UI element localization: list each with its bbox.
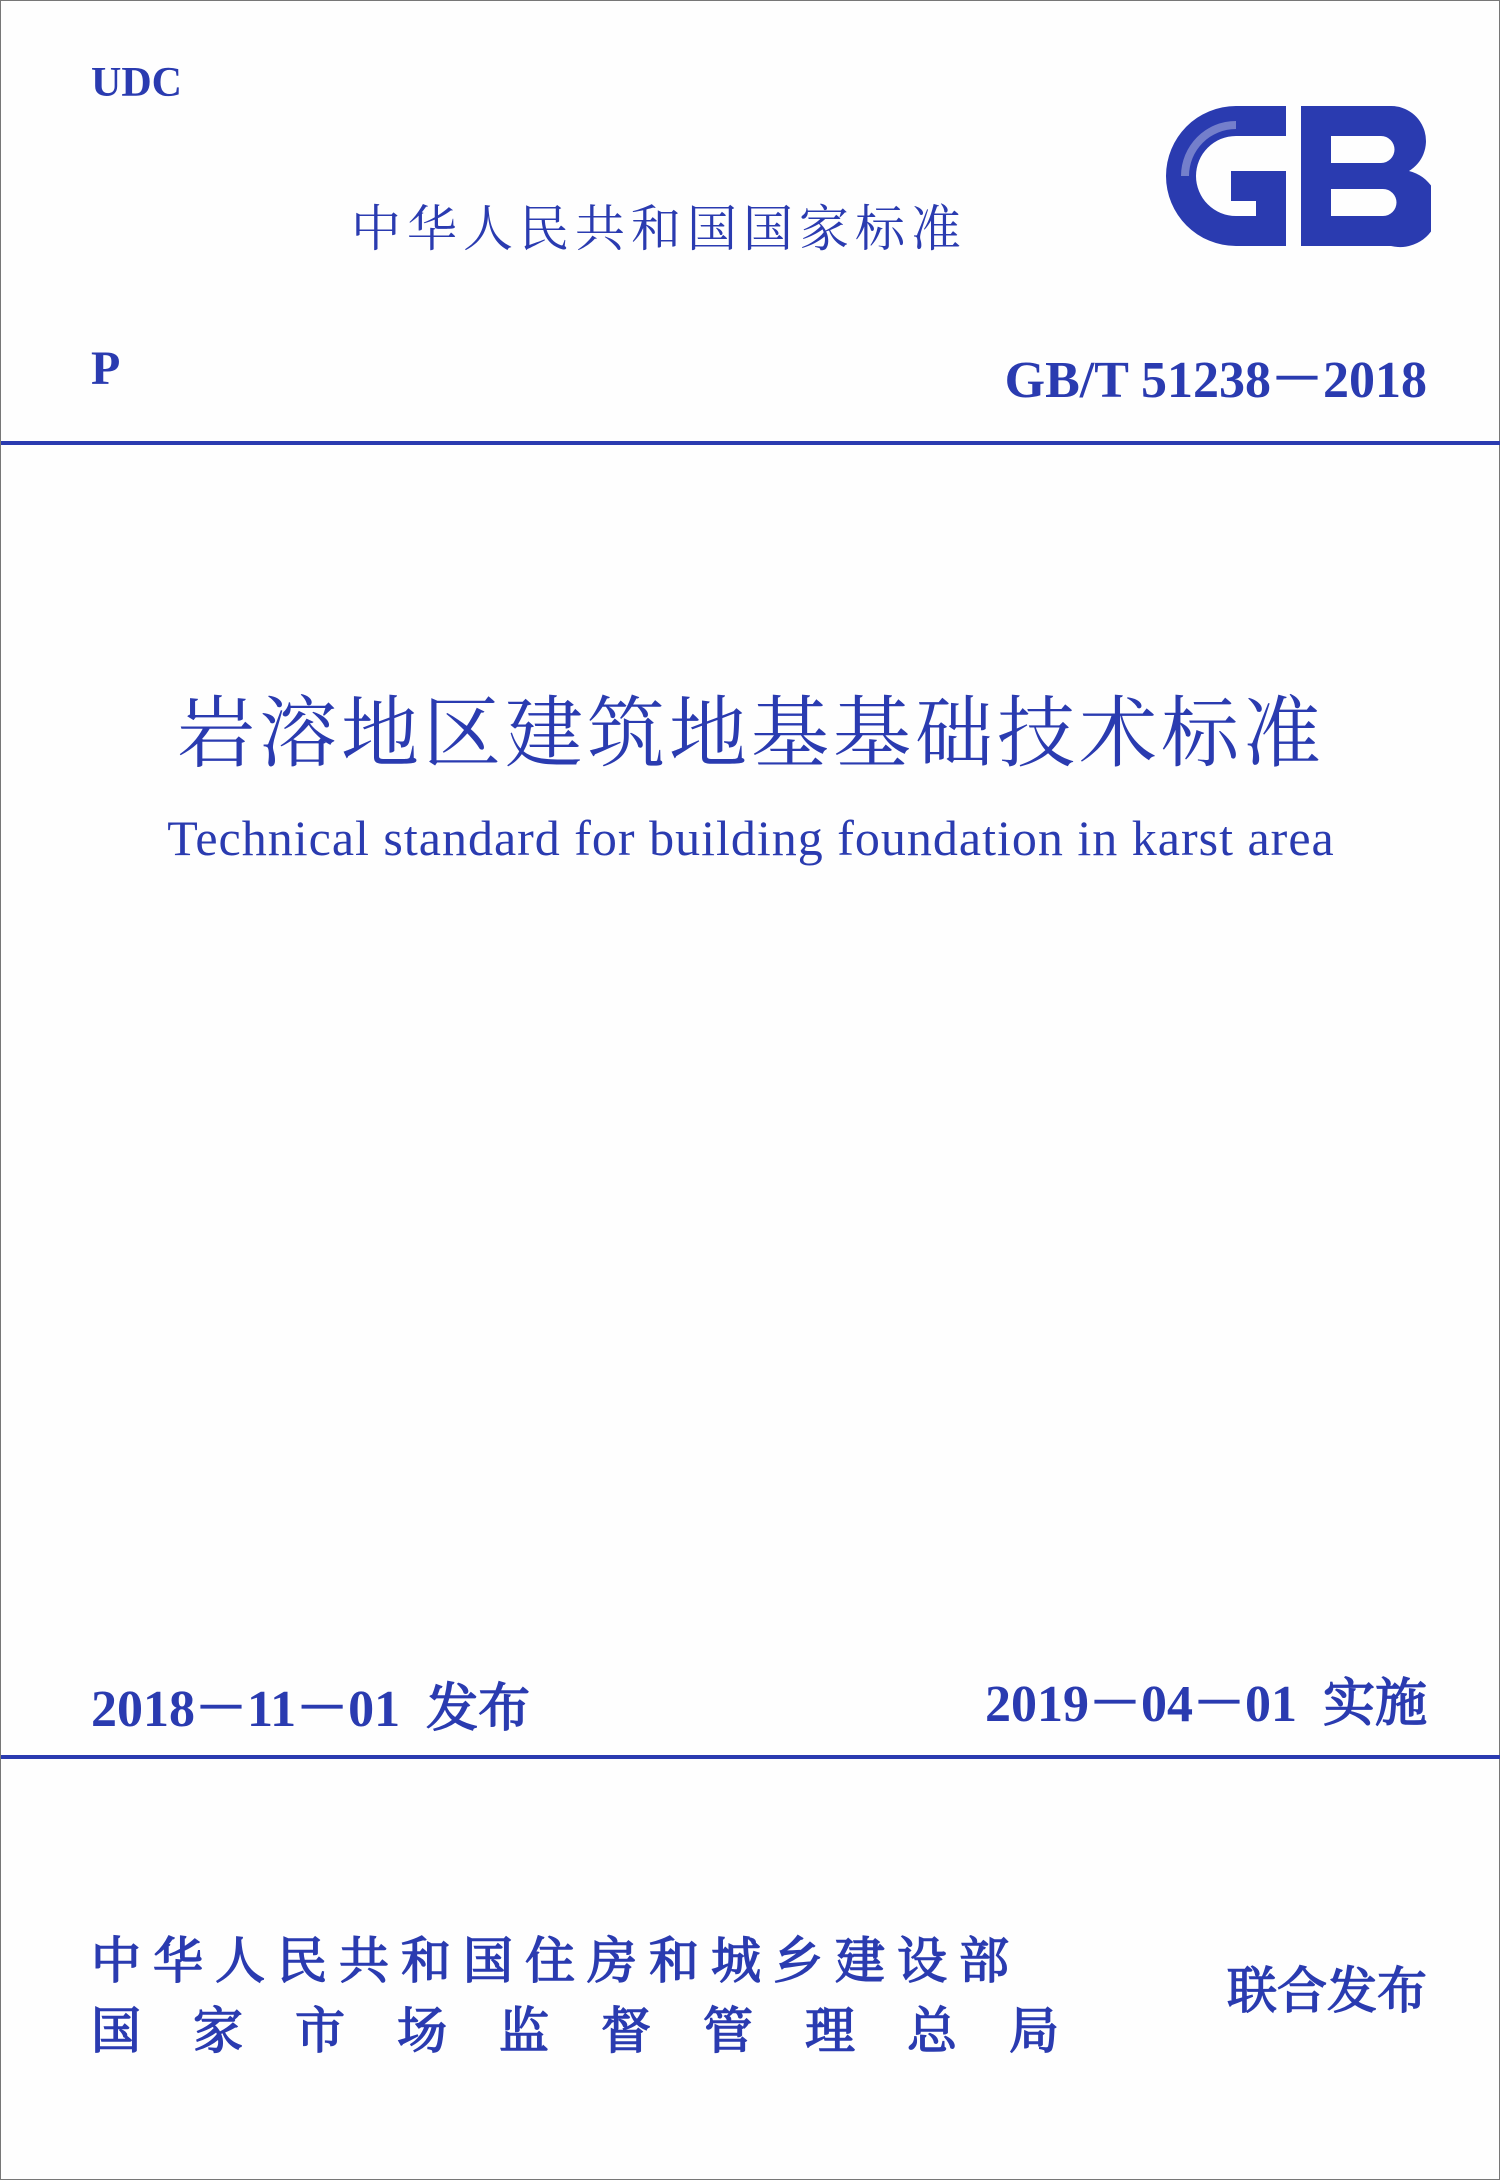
issue-date: 2018－11－01 发布 [91, 1681, 531, 1738]
gb-logo [1161, 101, 1431, 251]
joint-issue-label: 联合发布 [1227, 1962, 1427, 2020]
top-divider [1, 441, 1500, 445]
national-standard-heading: 中华人民共和国国家标准 [351, 200, 967, 258]
classification-code: P [91, 342, 121, 395]
title-chinese: 岩溶地区建筑地基基础技术标准 [176, 689, 1325, 779]
udc-label: UDC [91, 60, 182, 106]
standard-number: GB/T 51238－2018 [1004, 352, 1427, 409]
title-english: Technical standard for building foundation in karst area [167, 810, 1335, 866]
implementation-date: 2019－04－01 实施 [984, 1676, 1427, 1733]
publisher-line-1: 中华人民共和国住房和城乡建设部 [91, 1932, 1021, 1990]
publisher-line-2: 国家市场监督管理总局 [91, 2002, 1111, 2060]
bottom-divider [1, 1755, 1500, 1759]
